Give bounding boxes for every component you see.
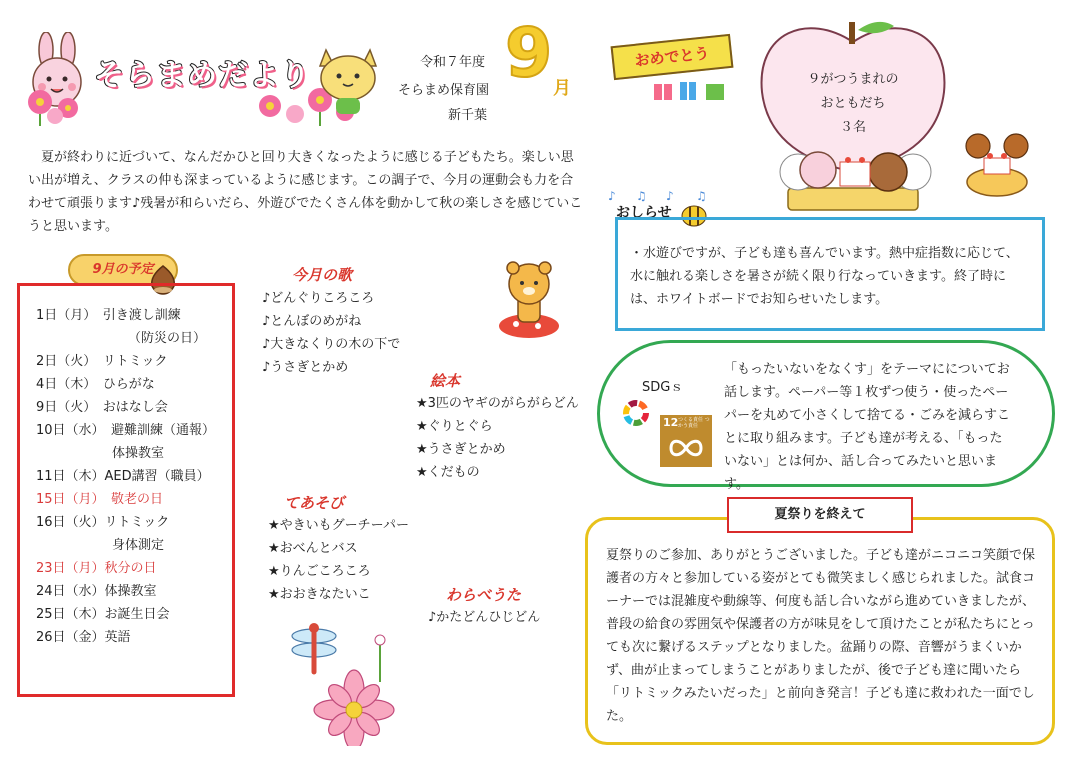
svg-text:♪: ♪ [608,189,616,202]
sdgs-goal-tile [660,415,712,467]
schedule-item: 1日（月） 引き渡し訓練 [36,308,181,323]
song-item: ♪とんぼのめがね [262,314,362,329]
schedule-item: 11日（木）AED講習（職員） [36,469,210,484]
picture-books-heading: 絵本 [430,372,461,390]
month-suffix: 月 [553,78,571,99]
schedule-item: 体操教室 [112,446,165,461]
schedule-item: 26日（金）英語 [36,630,131,645]
nursery-name: そらまめ保育園 [398,83,490,98]
hand-play-item: ★りんごころころ [268,564,371,579]
schedule-item: 16日（火）リトミック [36,515,170,530]
schedule-item: 23日（月）秋分の日 [36,561,157,576]
sdgs-label: SDGｓ [642,380,684,395]
song-item: ♪大きなくりの木の下で [262,337,401,352]
schedule-item: （防災の日） [128,331,207,346]
warabeuta-list [428,606,540,629]
schedule-item: 25日（木）お誕生日会 [36,607,170,622]
tiger-mushroom-icon [494,256,564,342]
class-name: 新千葉 [448,108,488,123]
cat-icon [316,36,380,116]
month-number: 9 [505,14,553,93]
hand-play-item: ★おべんとバス [268,541,358,556]
festival-text: 夏祭りのご参加、ありがとうございました。子ども達がニコニコ笑顔で保護者の方々と参加している姿がとても微笑ましく感じられました。試食コーナーでは混雑度や動線等、何度も話し合いながら進めていきましたが、普段の給食の雰囲気や保護者の方が味見をして頂けたことが私たちにとっても次に繋げるステップとなりました。盆踊りの際、音響がうまくいかず、曲が止まってしまうことがありましたが、後で子ども達に聞いたら「リトミックみたいだった」と前向き発言！子ども達に救われた一面でした。 [606,548,1036,724]
picture-book-item: ★3匹のヤギのがらがらどん [416,396,579,411]
svg-text:♪: ♪ [666,189,674,202]
picture-books-list [416,392,579,484]
squirrels-cake-icon [960,124,1034,198]
schedule-list [20,304,232,649]
picture-book-item: ★うさぎとかめ [416,442,506,457]
notice-box [615,217,1045,331]
schedule-item: 9日（火） おはなし会 [36,400,168,415]
schedule-item: 10日（水） 避難訓練（通報） [36,423,216,438]
festival-title: 夏祭りを終えて [727,497,913,533]
month-badge [505,14,585,102]
birthday-line-2: おともだち [820,96,886,111]
schedule-item: 24日（水）体操教室 [36,584,157,599]
hand-play-item: ★やきいもグーチーパー [268,518,410,533]
birthday-text [788,68,918,140]
picture-book-item: ★くだもの [416,465,480,480]
schedule-item: 4日（木） ひらがな [36,377,155,392]
schedule-label-text: 9月の予定 [92,262,154,277]
warabeuta-item: ♪かたどんひじどん [428,610,541,625]
birthday-banner [611,34,734,80]
hand-play-list [268,514,409,606]
picture-book-item: ★ぐりとぐら [416,419,493,434]
songs-list [262,287,400,379]
hand-play-item: ★おおきなたいこ [268,587,371,602]
fiscal-year: 令和７年度 [420,55,486,70]
song-item: ♪どんぐりころころ [262,291,375,306]
sdgs-wheel-icon [622,399,650,427]
sdgs-goal-number: 12 [663,416,679,429]
header [20,28,380,128]
dragonfly-flower-icon [284,622,404,746]
sdgs-box [597,340,1055,492]
songs-heading: 今月の歌 [292,266,353,284]
sdgs-text: 「もったいないをなくす」をテーマにについてお話します。ペーパー等１枚ずつ使う・使ったペーパーを丸めて小さくして捨てる・ごみを減らすことに取り組みます。子ども達が考える、「もったいない」とは何か、話し合ってみたいと思います。 [724,362,1011,492]
song-item: ♪うさぎとかめ [262,360,349,375]
notice-label-text: おしらせ [612,202,676,222]
svg-text:♫: ♫ [636,189,647,202]
svg-text:♫: ♫ [696,189,707,202]
schedule-box [17,283,235,697]
intro-paragraph: 夏が終わりに近づいて、なんだかひと回り大きくなったように感じる子どもたち。楽しい思い出が増え、クラスの仲も深まっているように感じます。この調子で、今月の運動会も力を合わせて頑張ります♪残暑が和らいだら、外遊びでたくさん体を動かして秋の楽しさを感じていこうと思います。 [28,150,583,234]
notice-text: ・水遊びですが、子ども達も喜んでいます。熱中症指数に応じて、水に触れる楽しさを暑さが続く限り行なっていきます。終了時には、ホワイトボードでお知らせいたします。 [630,246,1019,307]
schedule-item: 2日（火） リトミック [36,354,168,369]
hand-play-heading: てあそび [284,494,345,512]
birthday-line-1: ９がつうまれの [807,72,899,87]
birthday-banner-text: おめでとう [633,44,711,70]
warabeuta-heading: わらべうた [446,586,522,604]
sdgs-goal-text: つくる責任 つかう責任 [678,417,710,429]
gift-boxes-icon [652,78,736,102]
newsletter-title: そらまめだより [94,58,311,93]
festival-box [585,517,1055,745]
infinity-icon [668,437,704,459]
schedule-item: 身体測定 [112,538,165,553]
birthday-line-3: ３名 [839,120,866,135]
schedule-item: 15日（月） 敬老の日 [36,492,164,507]
